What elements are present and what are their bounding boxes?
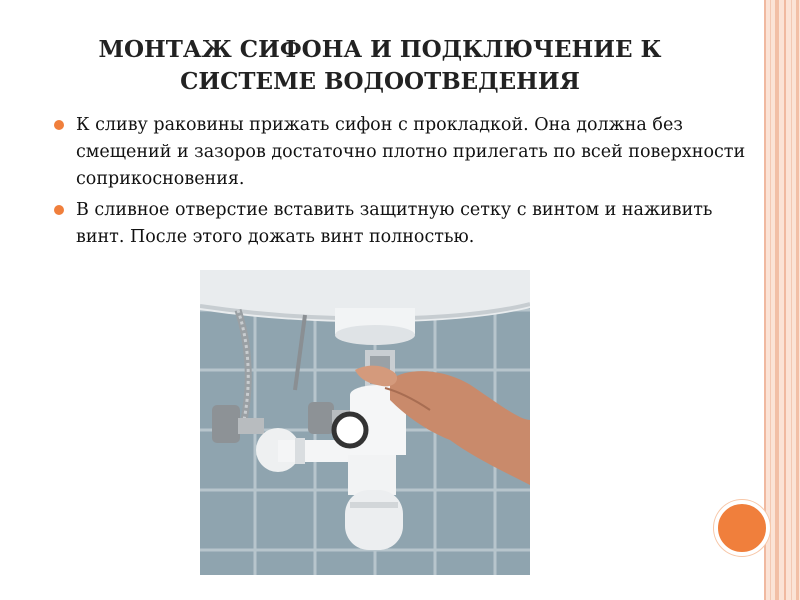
bullet-item [52,197,752,251]
decorative-stripe [764,0,766,600]
decorative-stripe [775,0,779,600]
decorative-stripe [791,0,792,600]
siphon-installation-photo [200,270,530,575]
bullet-text: К сливу раковины прижать сифон с прокладкой. Она должна без смещений и зазоров достаточно плотно прилегать по всей поверхности соприкосновения. [76,115,746,189]
bullet-item [52,112,752,193]
bullet-list [52,112,752,255]
decorative-circle [714,500,770,556]
decorative-stripe [784,0,786,600]
slide-title: МОНТАЖ СИФОНА И ПОДКЛЮЧЕНИЕ К СИСТЕМЕ ВОДООТВЕДЕНИЯ [98,36,662,95]
bullet-dot-icon [54,205,64,215]
bullet-text: В сливное отверстие вставить защитную сетку с винтом и наживить винт. После этого дожать винт полностью. [76,200,713,247]
decorative-stripe [770,0,771,600]
decorative-stripe [796,0,799,600]
bullet-dot-icon [54,120,64,130]
